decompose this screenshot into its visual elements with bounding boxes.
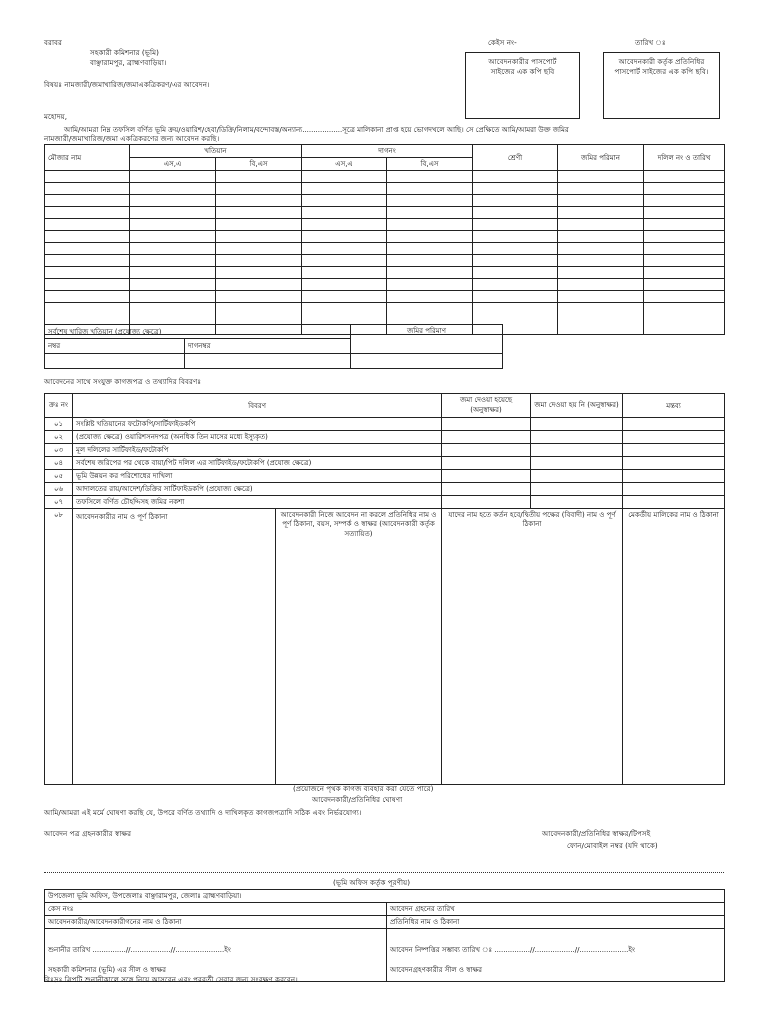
land-cell[interactable] bbox=[45, 219, 130, 231]
document-serial: ০৩ bbox=[45, 444, 73, 457]
land-cell[interactable] bbox=[130, 243, 216, 255]
documents-table bbox=[44, 393, 725, 785]
land-cell[interactable] bbox=[45, 207, 130, 219]
land-cell[interactable] bbox=[558, 219, 644, 231]
docs-serial-header: ক্রঃ নং bbox=[45, 394, 73, 418]
land-cell[interactable] bbox=[45, 255, 130, 267]
bottom-note: বিঃদ্রঃ স্লিপটি শুনানীকালে সঙ্গে নিয়ে আসবেন এবং পরবর্তী সেবার জন্য সংরক্ষণ করবেন। bbox=[44, 975, 298, 984]
office-received-date[interactable]: আবেদন গ্রহনের তারিখ bbox=[387, 903, 725, 916]
land-table-body bbox=[45, 171, 725, 335]
land-cell[interactable] bbox=[473, 291, 558, 303]
office-rep-name: প্রতিনিধির নাম ও ঠিকানা bbox=[387, 916, 725, 929]
land-cell[interactable] bbox=[473, 195, 558, 207]
record-owner-details[interactable] bbox=[623, 509, 725, 785]
land-cell[interactable] bbox=[45, 171, 130, 183]
land-cell[interactable] bbox=[302, 279, 387, 291]
land-cell[interactable] bbox=[644, 219, 725, 231]
land-cell[interactable] bbox=[45, 195, 130, 207]
land-cell[interactable] bbox=[45, 231, 130, 243]
representative-details[interactable] bbox=[276, 509, 442, 785]
khatian-header: খতিয়ান bbox=[130, 145, 302, 158]
land-cell[interactable] bbox=[302, 195, 387, 207]
land-cell[interactable] bbox=[45, 243, 130, 255]
office-left-block bbox=[45, 929, 387, 982]
document-row bbox=[45, 483, 725, 496]
document-row bbox=[45, 431, 725, 444]
land-cell[interactable] bbox=[216, 207, 302, 219]
land-cell[interactable] bbox=[45, 279, 130, 291]
land-cell[interactable] bbox=[130, 171, 216, 183]
last-khatian-dag: দাগনম্বর bbox=[185, 339, 351, 354]
document-not-submitted-cell[interactable] bbox=[531, 496, 623, 509]
land-cell[interactable] bbox=[473, 255, 558, 267]
document-description: তফসিলে বর্ণিত চৌহদ্দিসহ জমির নকশা bbox=[73, 496, 442, 509]
land-row bbox=[45, 231, 725, 243]
office-case-no[interactable]: কেস নংঃ bbox=[45, 903, 387, 916]
land-row bbox=[45, 291, 725, 303]
applicant-photo-label: আবেদনকারীর পাসপোর্ট সাইজের এক কপি ছবি bbox=[488, 57, 557, 76]
land-cell[interactable] bbox=[473, 207, 558, 219]
land-cell[interactable] bbox=[302, 171, 387, 183]
land-cell[interactable] bbox=[387, 255, 473, 267]
document-description: মূল দলিলের সার্টিফাইড/ফটোকপি bbox=[73, 444, 442, 457]
land-cell[interactable] bbox=[45, 267, 130, 279]
land-cell[interactable] bbox=[45, 183, 130, 195]
document-description: ভূমি উন্নয়ন কর পরিশোধের দাখিলা bbox=[73, 470, 442, 483]
land-cell[interactable] bbox=[644, 231, 725, 243]
land-cell[interactable] bbox=[473, 279, 558, 291]
land-cell[interactable] bbox=[558, 195, 644, 207]
office-right-block bbox=[387, 929, 725, 982]
land-cell[interactable] bbox=[130, 231, 216, 243]
applicant-signature-label: আবেদনকারী/প্রতিনিধির স্বাক্ষর/টিপসই bbox=[542, 829, 651, 838]
land-cell[interactable] bbox=[644, 303, 725, 335]
land-cell[interactable] bbox=[644, 207, 725, 219]
hearing-date-field[interactable]: শুনানীর তারিখ ...............//..................//......................ইং bbox=[48, 946, 231, 954]
land-row bbox=[45, 195, 725, 207]
land-cell[interactable] bbox=[644, 183, 725, 195]
separate-paper-note: (প্রয়োজনে পৃথক কাগজ ব্যবহার করা যেতে পারে) bbox=[293, 784, 434, 793]
land-row bbox=[45, 279, 725, 291]
document-remarks-cell[interactable] bbox=[623, 444, 725, 457]
document-not-submitted-cell[interactable] bbox=[531, 418, 623, 431]
land-cell[interactable] bbox=[302, 243, 387, 255]
land-cell[interactable] bbox=[558, 183, 644, 195]
last-khatian-dag-value[interactable] bbox=[185, 354, 351, 369]
disposal-date-field[interactable]: আবেদন নিষ্পত্তির সম্ভাব্য তারিখ ঃ ................//..................//......................ইং bbox=[390, 946, 636, 954]
land-cell[interactable] bbox=[644, 255, 725, 267]
office-applicant-name: আবেদনকারীর/আবেদনকারীগনের নাম ও ঠিকানা bbox=[45, 916, 387, 929]
land-cell[interactable] bbox=[473, 231, 558, 243]
document-description: আদালতের রায়/আদেশ/ডিক্রির সার্টিফাইডকপি (প্রযোজ্য ক্ষেত্রে) bbox=[73, 483, 442, 496]
document-row bbox=[45, 457, 725, 470]
land-cell[interactable] bbox=[216, 267, 302, 279]
land-cell[interactable] bbox=[130, 279, 216, 291]
land-cell[interactable] bbox=[302, 267, 387, 279]
applicant-name-address-label: আবেদনকারীর নাম ও পূর্ণ ঠিকানা bbox=[76, 513, 168, 521]
land-cell[interactable] bbox=[387, 207, 473, 219]
document-submitted-cell[interactable] bbox=[442, 418, 531, 431]
document-description: সর্বশেষ জরিপের পর থেকে বায়া/পিট দলিল এর সার্টিফাইড/ফটোকপি (প্রযোজ ক্ষেত্রে) bbox=[73, 457, 442, 470]
document-description: (প্রযোজ্য ক্ষেত্রে) ওয়ারিশসনদপত্র (অনধিক তিন মাসের মধ্যে ইস্যুকৃত) bbox=[73, 431, 442, 444]
land-cell[interactable] bbox=[216, 279, 302, 291]
class-header: শ্রেণী bbox=[473, 145, 558, 171]
last-khatian-table bbox=[44, 324, 503, 369]
land-cell[interactable] bbox=[644, 267, 725, 279]
document-not-submitted-cell[interactable] bbox=[531, 483, 623, 496]
land-cell[interactable] bbox=[130, 291, 216, 303]
land-cell[interactable] bbox=[644, 291, 725, 303]
body-text-1: আমি/আমরা নিম্ন তফসিল বর্ণিত ভূমি ক্রয়/ওয়ারিশ/হেবা/ডিক্রি/নিলাম/বন্দোবস্ত/অন্যান্য..................সূত্রে মালিকানা প্রাপ্ত হয়ে ভোগদখলে আছি। সে প্রেক্ষিতে আমি/আমরা উক্ত জমির bbox=[64, 126, 569, 134]
land-cell[interactable] bbox=[558, 267, 644, 279]
land-cell[interactable] bbox=[473, 171, 558, 183]
land-cell[interactable] bbox=[644, 243, 725, 255]
docs-not-submitted-header: জমা দেওয়া হয় নি (অনুস্বাক্ষর) bbox=[531, 394, 623, 418]
land-cell[interactable] bbox=[130, 219, 216, 231]
land-cell[interactable] bbox=[130, 267, 216, 279]
land-cell[interactable] bbox=[387, 195, 473, 207]
document-submitted-cell[interactable] bbox=[442, 457, 531, 470]
last-khatian-number-value[interactable] bbox=[45, 354, 185, 369]
land-cell[interactable] bbox=[387, 183, 473, 195]
land-cell[interactable] bbox=[302, 219, 387, 231]
land-cell[interactable] bbox=[216, 171, 302, 183]
cut-line bbox=[44, 872, 724, 873]
document-not-submitted-cell[interactable] bbox=[531, 444, 623, 457]
land-cell[interactable] bbox=[302, 231, 387, 243]
land-cell[interactable] bbox=[387, 279, 473, 291]
document-submitted-cell[interactable] bbox=[442, 444, 531, 457]
docs-submitted-header: জমা দেওয়া হয়েছে (অনুস্বাক্ষর) bbox=[442, 394, 531, 418]
land-cell[interactable] bbox=[216, 195, 302, 207]
document-remarks-cell[interactable] bbox=[623, 496, 725, 509]
land-cell[interactable] bbox=[216, 219, 302, 231]
land-cell[interactable] bbox=[473, 183, 558, 195]
land-schedule-table bbox=[44, 144, 725, 335]
receiver-signature-label: আবেদন পত্র গ্রহনকারীর স্বাক্ষর bbox=[44, 829, 132, 838]
document-submitted-cell[interactable] bbox=[442, 496, 531, 509]
land-cell[interactable] bbox=[387, 243, 473, 255]
date-label: তারিখ ঃ bbox=[635, 38, 666, 47]
land-cell[interactable] bbox=[558, 231, 644, 243]
representative-details-label: আবেদনকারী নিজে আবেদন না করলে প্রতিনিধির নাম ও পূর্ণ ঠিকানা, বয়স, সম্পর্ক ও স্বাক্ষর (আবেদনকারী কর্তৃক সত্যায়িত) bbox=[280, 511, 437, 538]
document-row bbox=[45, 444, 725, 457]
dag-bs-header: বি,এস bbox=[387, 158, 473, 171]
last-khatian-title: সর্বশেষ খারিজ খতিয়ান (প্রযোজ্য ক্ষেত্রে) bbox=[45, 325, 351, 339]
land-cell[interactable] bbox=[302, 183, 387, 195]
land-cell[interactable] bbox=[216, 243, 302, 255]
land-row bbox=[45, 267, 725, 279]
office-use-label: (ভূমি অফিস কর্তৃক পূরণীয়) bbox=[333, 878, 411, 887]
document-serial: ০২ bbox=[45, 431, 73, 444]
land-cell[interactable] bbox=[387, 171, 473, 183]
last-khatian-amount-value[interactable] bbox=[351, 354, 503, 369]
land-cell[interactable] bbox=[558, 303, 644, 335]
receiver-seal-label: আবেদনগ্রহণকারীর সীল ও স্বাক্ষর bbox=[390, 966, 482, 975]
document-submitted-cell[interactable] bbox=[442, 470, 531, 483]
docs-table-body bbox=[45, 418, 725, 509]
land-row bbox=[45, 183, 725, 195]
khatian-bs-header: বি,এস bbox=[216, 158, 302, 171]
land-cell[interactable] bbox=[473, 219, 558, 231]
land-cell[interactable] bbox=[558, 243, 644, 255]
land-cell[interactable] bbox=[387, 219, 473, 231]
land-cell[interactable] bbox=[130, 207, 216, 219]
land-cell[interactable] bbox=[45, 291, 130, 303]
land-cell[interactable] bbox=[216, 291, 302, 303]
land-cell[interactable] bbox=[558, 279, 644, 291]
document-row bbox=[45, 496, 725, 509]
document-submitted-cell[interactable] bbox=[442, 483, 531, 496]
subject-line: বিষয়ঃ নামজারী/জমাখারিজ/জমাএকত্রিকরণ/এর আবেদন। bbox=[44, 80, 210, 89]
land-cell[interactable] bbox=[216, 231, 302, 243]
document-remarks-cell[interactable] bbox=[623, 431, 725, 444]
land-cell[interactable] bbox=[130, 183, 216, 195]
dag-header: দাগনং bbox=[302, 145, 473, 158]
docs-remarks-header: মন্তব্য bbox=[623, 394, 725, 418]
land-row bbox=[45, 255, 725, 267]
land-cell[interactable] bbox=[302, 207, 387, 219]
document-remarks-cell[interactable] bbox=[623, 483, 725, 496]
land-cell[interactable] bbox=[387, 267, 473, 279]
office-slip-table bbox=[44, 889, 725, 982]
land-cell[interactable] bbox=[644, 279, 725, 291]
office-address-row: উপজেলা ভূমি অফিস, উপজেলাঃ বাঞ্ছারামপুর, জেলাঃ ব্রাহ্মণবাড়িয়া। bbox=[45, 890, 725, 903]
recipient-officer: সহকারী কমিশনার (ভূমি) bbox=[90, 48, 159, 57]
land-row bbox=[45, 219, 725, 231]
document-row bbox=[45, 418, 725, 431]
land-cell[interactable] bbox=[473, 243, 558, 255]
land-cell[interactable] bbox=[644, 171, 725, 183]
docs-desc-header: বিবরণ bbox=[73, 394, 442, 418]
dag-sa-header: এস,এ bbox=[302, 158, 387, 171]
land-cell[interactable] bbox=[130, 255, 216, 267]
phone-label: ফোন/মোবাইল নম্বর (যদি থাকে) bbox=[567, 841, 658, 850]
land-cell[interactable] bbox=[558, 207, 644, 219]
applicant-photo-box bbox=[465, 52, 580, 119]
record-owner-details-label: মেকর্ডীয় মালিকের নাম ও ঠিকানা bbox=[628, 511, 719, 519]
document-not-submitted-cell[interactable] bbox=[531, 457, 623, 470]
land-cell[interactable] bbox=[302, 291, 387, 303]
document-row bbox=[45, 470, 725, 483]
land-cell[interactable] bbox=[558, 255, 644, 267]
land-cell[interactable] bbox=[473, 267, 558, 279]
land-cell[interactable] bbox=[216, 183, 302, 195]
applicant-name-address[interactable] bbox=[73, 509, 276, 785]
document-serial: ০৭ bbox=[45, 496, 73, 509]
ac-seal-label: সহকারী কমিশনার (ভূমি) এর সীল ও স্বাক্ষর bbox=[48, 966, 166, 975]
docs-heading: আবেদনের সাথে সংযুক্ত কাগজপত্র ও তথ্যাদির বিবরণঃ bbox=[44, 377, 202, 386]
land-cell[interactable] bbox=[216, 255, 302, 267]
deed-header: দলিল নং ও তারিখ bbox=[644, 145, 725, 171]
land-cell[interactable] bbox=[302, 255, 387, 267]
docs-row8-serial: ০৮ bbox=[45, 509, 73, 785]
document-serial: ০৫ bbox=[45, 470, 73, 483]
document-serial: ০৬ bbox=[45, 483, 73, 496]
land-amount-header: জমির পরিমান bbox=[558, 145, 644, 171]
document-serial: ০১ bbox=[45, 418, 73, 431]
declaration-text: আমি/আমরা এই মর্মে ঘোষণা করছি যে, উপরে বর্ণিত তথ্যাদি ও দাখিলকৃত কাগজপত্রাদি সঠিক এবং নির্ভরযোগ্য। bbox=[44, 808, 362, 817]
land-cell[interactable] bbox=[130, 195, 216, 207]
representative-photo-box bbox=[603, 52, 720, 119]
salutation: মহোদয়, bbox=[44, 112, 68, 121]
document-not-submitted-cell[interactable] bbox=[531, 470, 623, 483]
recipient-label: বরাবর bbox=[44, 38, 62, 47]
document-serial: ০৪ bbox=[45, 457, 73, 470]
land-row bbox=[45, 207, 725, 219]
body-text-2: নামজারী/জমাখারিজ/জমা একত্রিকরণের জন্য আবেদন করছি। bbox=[44, 134, 220, 143]
recipient-office: বাঞ্ছারামপুর, ব্রাহ্মণবাড়িয়া। bbox=[90, 58, 167, 67]
document-remarks-cell[interactable] bbox=[623, 418, 725, 431]
document-submitted-cell[interactable] bbox=[442, 431, 531, 444]
representative-photo-label: আবেদনকারী কর্তৃক প্রতিনিধির পাসপোর্ট সাইজের এক কপি ছবি। bbox=[614, 57, 709, 76]
last-khatian-amount: জমির পরিমাণ bbox=[351, 325, 503, 354]
land-row bbox=[45, 171, 725, 183]
document-description: সংশ্লিষ্ট খতিয়ানের ফটোকপি/সার্টিফাইডকপি bbox=[73, 418, 442, 431]
mouza-header: মৌজার নাম bbox=[45, 145, 130, 171]
second-party-details-label: যাদের নাম হতে কর্তন হবে/দ্বিতীয় পক্ষের (বিবাদী) নাম ও পূর্ণ ঠিকানা bbox=[448, 511, 616, 529]
land-cell[interactable] bbox=[558, 291, 644, 303]
last-khatian-number: নম্বর bbox=[45, 339, 185, 354]
khatian-sa-header: এস,এ bbox=[130, 158, 216, 171]
case-number-label: কেইস নং- bbox=[488, 38, 517, 47]
land-cell[interactable] bbox=[558, 171, 644, 183]
declaration-title: আবেদনকারী/প্রতিনিধির ঘোষণা bbox=[312, 795, 403, 804]
document-remarks-cell[interactable] bbox=[623, 470, 725, 483]
land-row bbox=[45, 243, 725, 255]
land-cell[interactable] bbox=[387, 291, 473, 303]
land-cell[interactable] bbox=[644, 195, 725, 207]
second-party-details[interactable] bbox=[442, 509, 623, 785]
document-not-submitted-cell[interactable] bbox=[531, 431, 623, 444]
document-remarks-cell[interactable] bbox=[623, 457, 725, 470]
land-cell[interactable] bbox=[387, 231, 473, 243]
